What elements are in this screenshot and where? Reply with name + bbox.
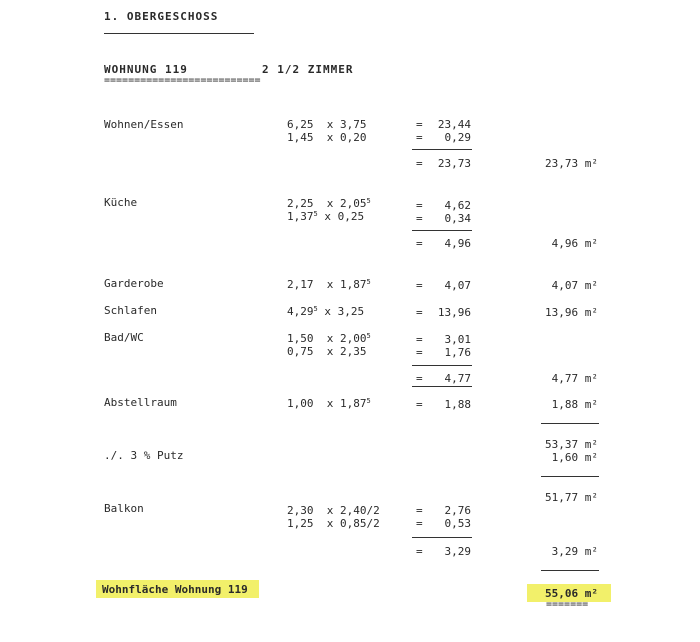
room-label-schlafen: Schlafen (104, 304, 157, 317)
sum-line (541, 476, 599, 477)
subtotal-balkon: 3,29 (444, 545, 471, 558)
calc-wohnen-1: 6,25 x 3,75 (287, 118, 367, 131)
equals-sign: = (416, 333, 423, 346)
apartment-rooms: 2 1/2 ZIMMER (262, 63, 354, 76)
subtotal-underline (412, 386, 472, 387)
equals-sign: = (416, 199, 423, 212)
result-bad-1: 3,01 (444, 333, 471, 346)
sum-after-putz: 51,77 m² (545, 491, 598, 504)
total-schlafen: 13,96 m² (545, 306, 598, 319)
calc-abstellraum: 1,00 x 1,87$^5$ (287, 397, 371, 410)
calc-wohnen-2: 1,45 x 0,20 (287, 131, 367, 144)
total-balkon: 3,29 m² (551, 545, 598, 558)
calc-kueche-1: 2,25 x 2,05$^5$ (287, 197, 371, 210)
subtotal-kueche: 4,96 (444, 237, 471, 250)
result-balkon-1: 2,76 (444, 504, 471, 517)
equals-sign: = (416, 346, 423, 359)
result-balkon-2: 0,53 (444, 517, 471, 530)
equals-sign: = (416, 131, 423, 144)
calc-bad-1: 1,50 x 2,00$^5$ (287, 332, 371, 345)
subtotal-line (412, 365, 472, 366)
room-label-balkon: Balkon (104, 502, 144, 515)
calc-bad-2: 0,75 x 2,35 (287, 345, 367, 358)
floor-title: 1. OBERGESCHOSS (104, 10, 219, 23)
putz-label: ./. 3 % Putz (104, 449, 184, 462)
total-abstellraum: 1,88 m² (551, 398, 598, 411)
sum-line (541, 423, 599, 424)
subtotal-line (412, 230, 472, 231)
subtotal-bad: 4,77 (444, 372, 471, 385)
final-value: 55,06 m² (545, 587, 598, 600)
total-garderobe: 4,07 m² (551, 279, 598, 292)
calc-balkon-2: 1,25 x 0,85/2 (287, 517, 380, 530)
room-label-abstellraum: Abstellraum (104, 396, 177, 409)
room-label-bad: Bad/WC (104, 331, 144, 344)
result-abstellraum: 1,88 (444, 398, 471, 411)
calc-garderobe: 2,17 x 1,87$^5$ (287, 278, 371, 291)
equals-sign: = (416, 504, 423, 517)
equals-sign: = (416, 157, 423, 170)
total-wohnen: 23,73 m² (545, 157, 598, 170)
equals-sign: = (416, 545, 423, 558)
apartment-underline: ========================== (104, 75, 261, 86)
floor-title-underline (104, 33, 254, 34)
total-bad: 4,77 m² (551, 372, 598, 385)
equals-sign: = (416, 118, 423, 131)
calc-schlafen: 4,29$^5$ x 3,25 (287, 305, 365, 318)
result-kueche-2: 0,34 (444, 212, 471, 225)
total-kueche: 4,96 m² (551, 237, 598, 250)
result-wohnen-1: 23,44 (437, 118, 471, 131)
subtotal-wohnen: 23,73 (437, 157, 471, 170)
result-bad-2: 1,76 (444, 346, 471, 359)
subtotal-line (412, 537, 472, 538)
equals-sign: = (416, 517, 423, 530)
room-label-garderobe: Garderobe (104, 277, 164, 290)
room-label-wohnen: Wohnen/Essen (104, 118, 184, 131)
apartment-name: WOHNUNG 119 (104, 63, 188, 76)
sum-line (541, 570, 599, 571)
result-kueche-1: 4,62 (444, 199, 471, 212)
equals-sign: = (416, 212, 423, 225)
result-schlafen: 13,96 (437, 306, 471, 319)
equals-sign: = (416, 279, 423, 292)
result-garderobe: 4,07 (444, 279, 471, 292)
equals-sign: = (416, 398, 423, 411)
final-label: Wohnfläche Wohnung 119 (102, 583, 248, 596)
final-underline: ======= (546, 599, 589, 610)
calc-kueche-2: 1,37$^5$ x 0,25 (287, 210, 365, 223)
equals-sign: = (416, 372, 423, 385)
equals-sign: = (416, 237, 423, 250)
sum-before-putz: 53,37 m² (545, 438, 598, 451)
result-wohnen-2: 0,29 (444, 131, 471, 144)
room-label-kueche: Küche (104, 196, 138, 209)
subtotal-line (412, 149, 472, 150)
calc-balkon-1: 2,30 x 2,40/2 (287, 504, 380, 517)
putz-deduction: 1,60 m² (551, 451, 598, 464)
equals-sign: = (416, 306, 423, 319)
